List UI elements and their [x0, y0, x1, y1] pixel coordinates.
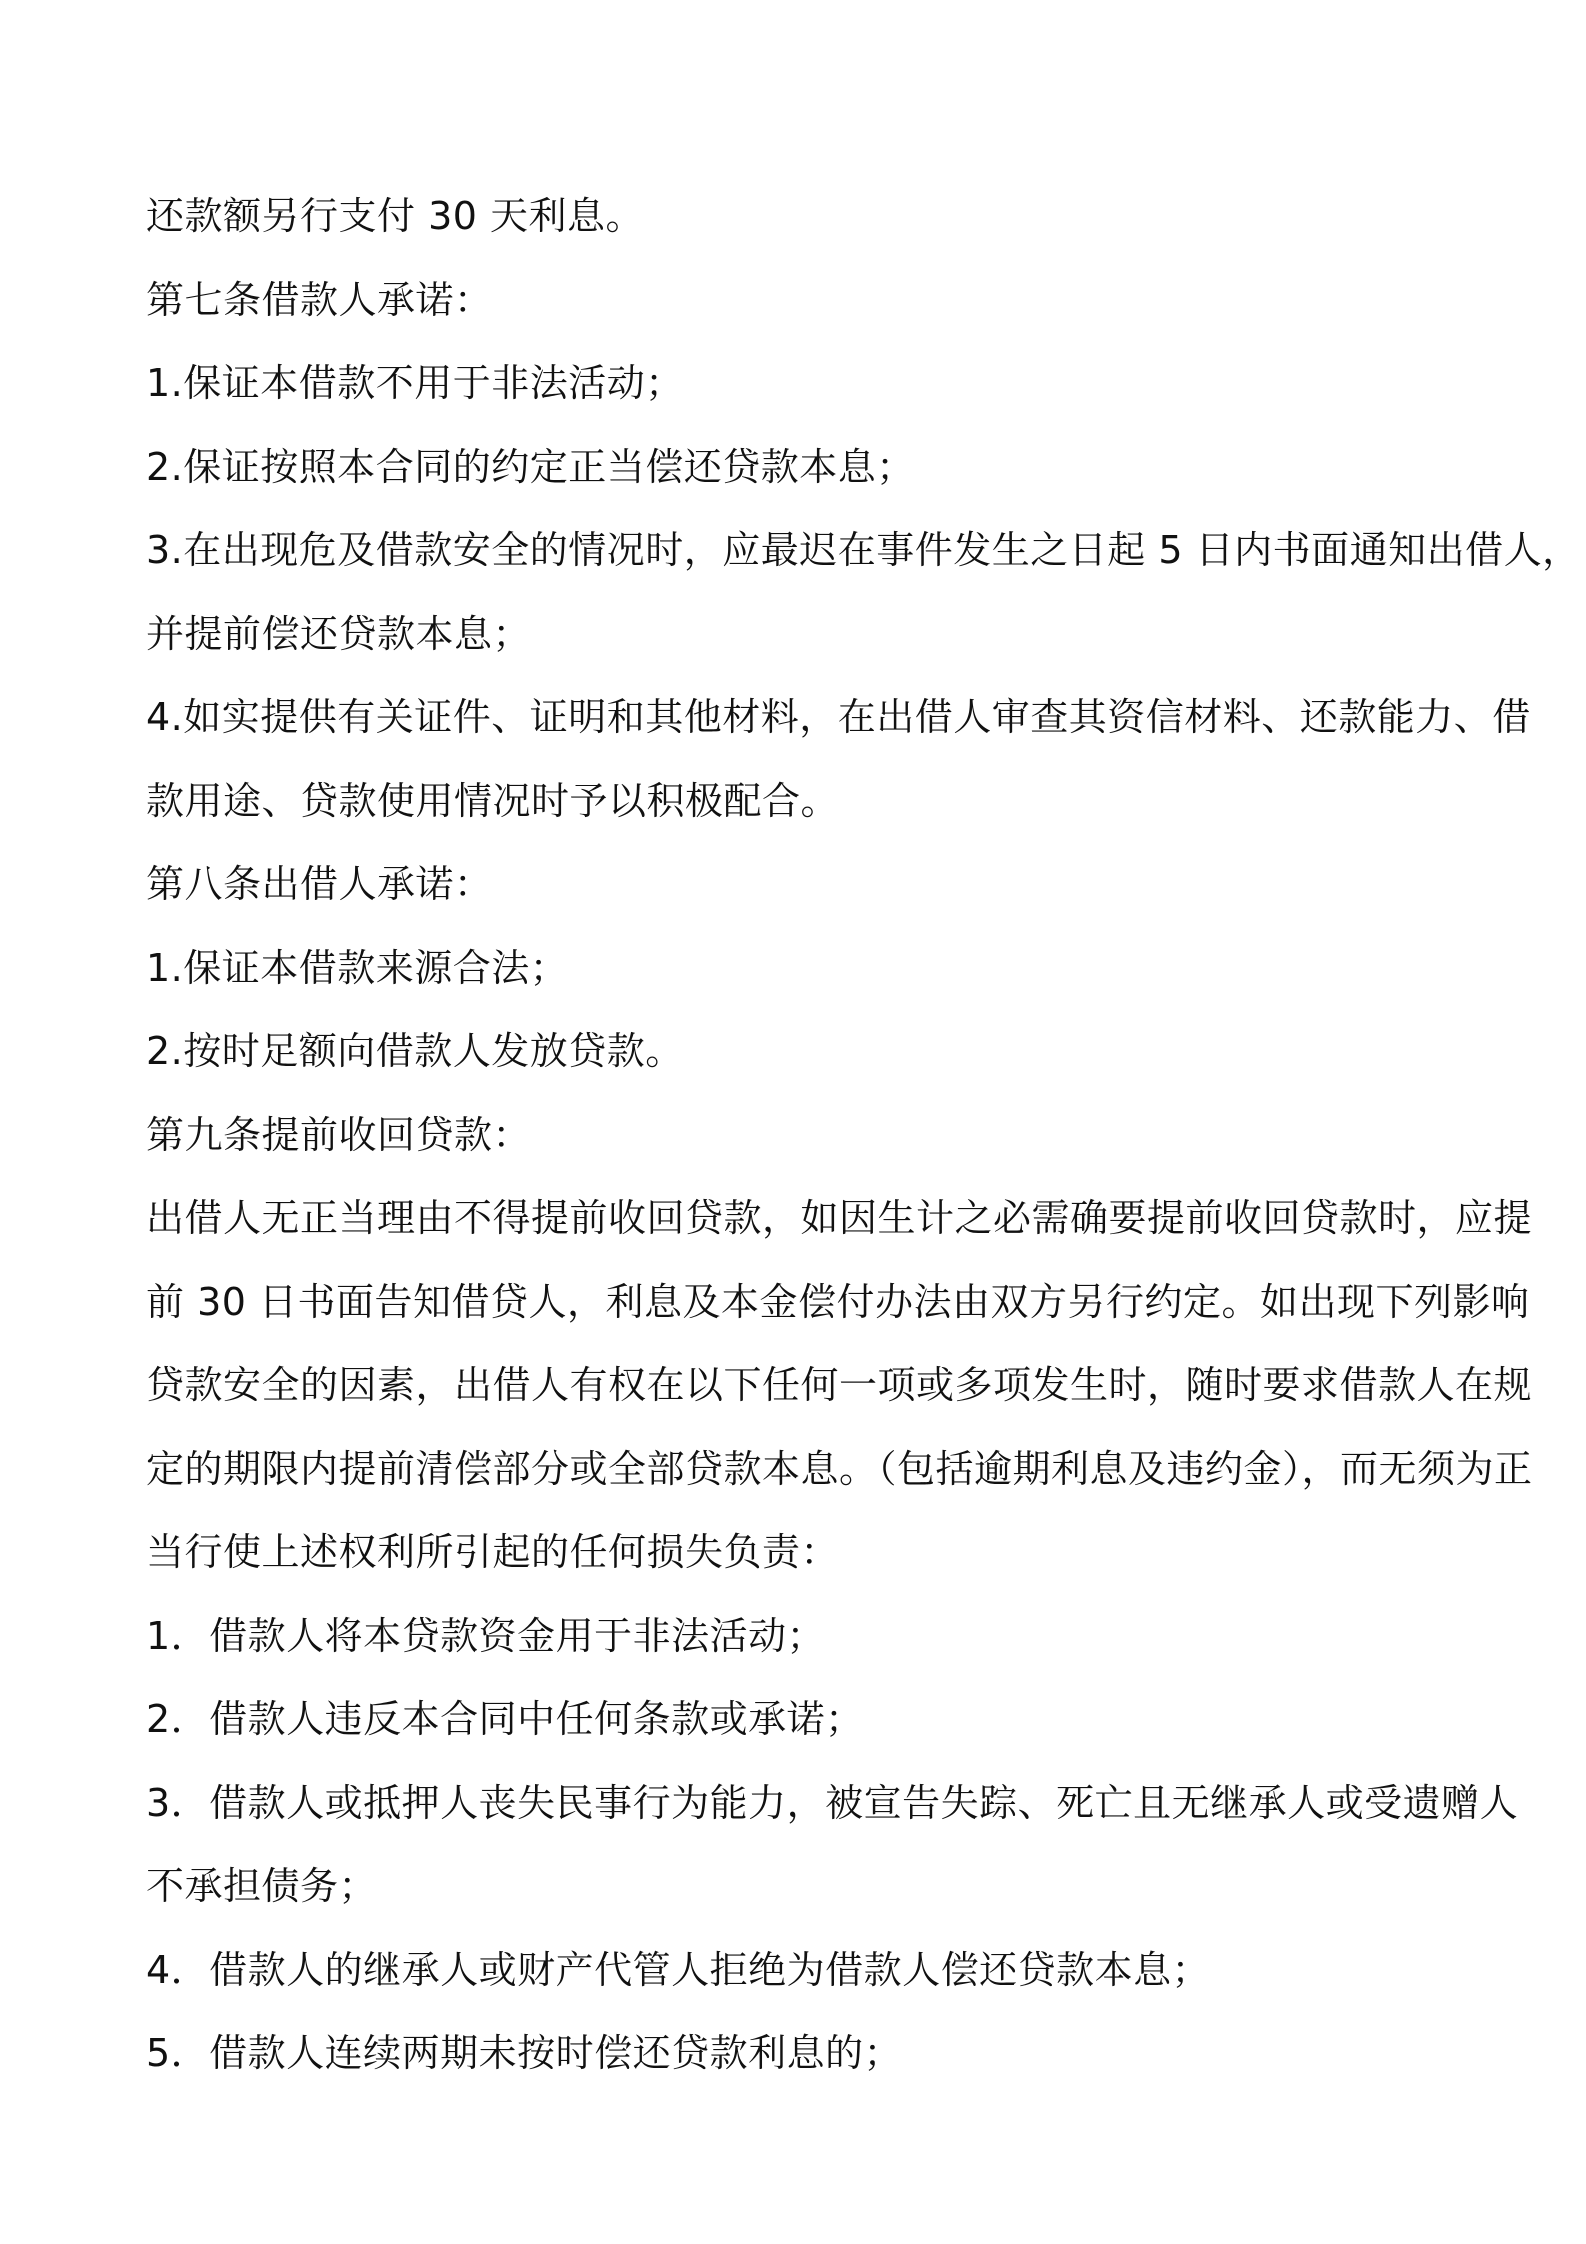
section-heading-article-7: 第七条借款人承诺：: [146, 277, 493, 322]
text-line: 前 30 日书面告知借贷人，利息及本金偿付办法由双方另行约定。如出现下列影响: [146, 1279, 1530, 1324]
text-line: 当行使上述权利所引起的任何损失负责：: [146, 1530, 840, 1574]
text-line: 定的期限内提前清偿部分或全部贷款本息。（包括逾期利息及违约金），而无须为正: [146, 1446, 1533, 1491]
text-line: 款用途、贷款使用情况时予以积极配合。: [146, 778, 840, 823]
text-line: 1．借款人将本贷款资金用于非法活动；: [146, 1613, 826, 1658]
text-line: 3.在出现危及借款安全的情况时，应最迟在事件发生之日起 5 日内书面通知出借人，: [146, 528, 1581, 572]
text-line: 4.如实提供有关证件、证明和其他材料，在出借人审查其资信材料、还款能力、借: [146, 695, 1531, 739]
text-line: 1.保证本借款来源合法；: [146, 945, 569, 990]
text-line: 并提前偿还贷款本息；: [146, 611, 532, 656]
section-heading-article-8: 第八条出借人承诺：: [146, 862, 493, 906]
text-line: 贷款安全的因素，出借人有权在以下任何一项或多项发生时，随时要求借款人在规: [146, 1363, 1533, 1407]
text-line: 4．借款人的继承人或财产代管人拒绝为借款人偿还贷款本息；: [146, 1947, 1211, 1992]
text-line: 不承担债务；: [146, 1864, 378, 1908]
document-body: [146, 175, 1581, 2096]
section-heading-article-9: 第九条提前收回贷款：: [146, 1112, 532, 1157]
text-line: 5．借款人连续两期未按时偿还贷款利息的；: [146, 2031, 903, 2075]
text-line: 3．借款人或抵押人丧失民事行为能力，被宣告失踪、死亡且无继承人或受遗赠人: [146, 1780, 1519, 1825]
text-line: 1.保证本借款不用于非法活动；: [146, 361, 684, 405]
text-line: 2．借款人违反本合同中任何条款或承诺；: [146, 1697, 864, 1741]
text-line: 2.按时足额向借款人发放贷款。: [146, 1029, 684, 1073]
text-line: 出借人无正当理由不得提前收回贷款，如因生计之必需确要提前收回贷款时，应提: [146, 1196, 1533, 1240]
text-line: 还款额另行支付 30 天利息。: [146, 194, 645, 238]
text-line: 2.保证按照本合同的约定正当偿还贷款本息；: [146, 444, 915, 489]
